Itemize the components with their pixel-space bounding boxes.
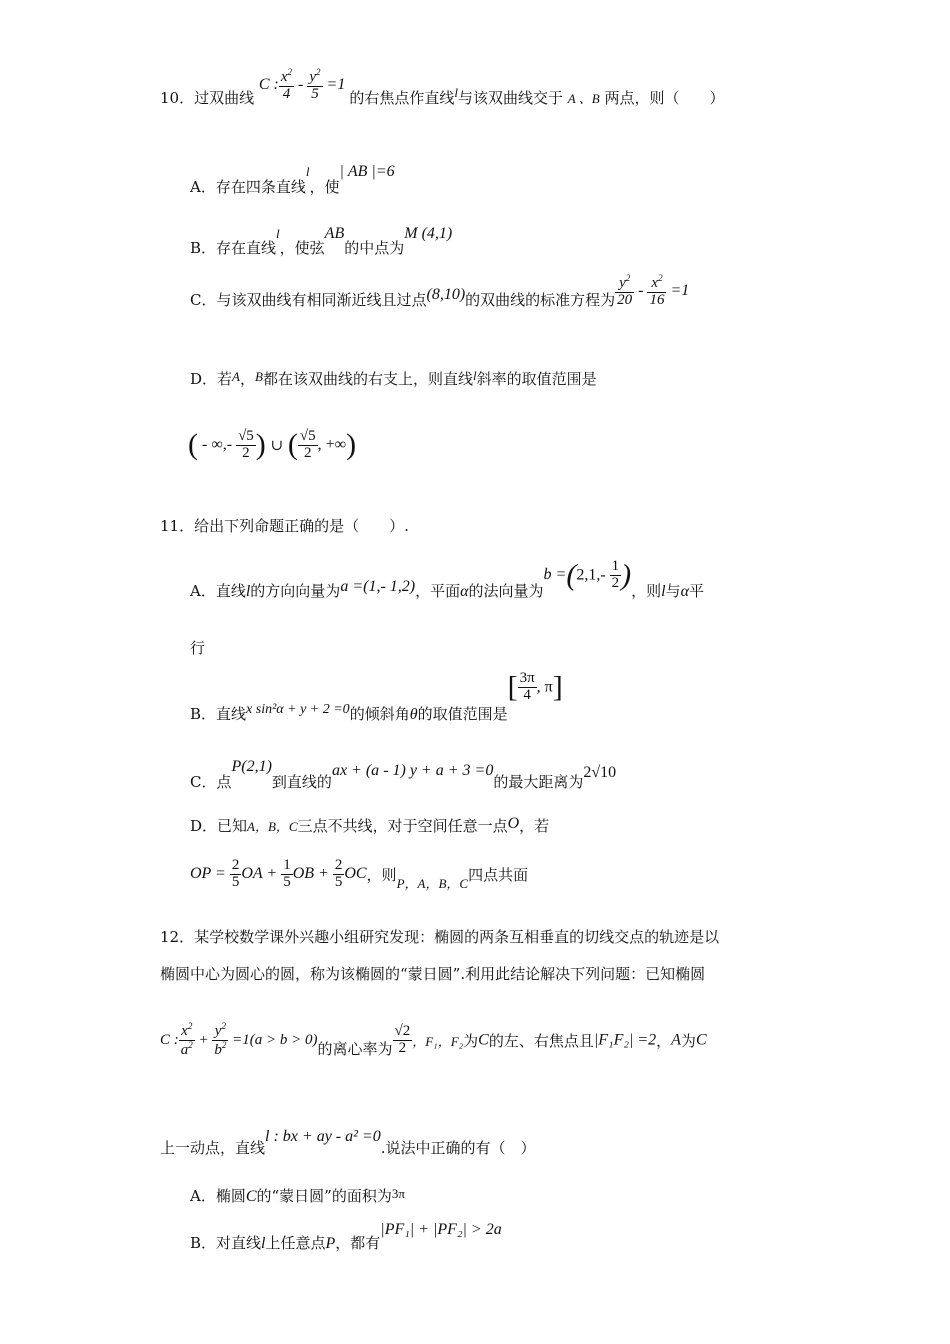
q11-a-vec: a =(1,- 1,2) bbox=[340, 577, 416, 595]
q12-a-c: C bbox=[245, 1188, 257, 1205]
q11-b-label: B．直线 bbox=[190, 704, 247, 723]
q12-a-label: A．椭圆 bbox=[190, 1187, 246, 1205]
q11-a-t1: 的方向向量为 bbox=[250, 581, 341, 600]
q11-option-b bbox=[190, 669, 563, 723]
q12-b-l: l bbox=[261, 1235, 266, 1252]
q11-option-c bbox=[190, 755, 616, 795]
q12-stem1: 12．某学校数学课外兴趣小组研究发现：椭圆的两条互相垂直的切线交点的轨迹是以 bbox=[160, 928, 720, 946]
q11-a-t4: ，则 bbox=[631, 581, 662, 600]
q12-ellipse: C : $\frac{x^2}{a^2}$ + $\frac{y^2}{b^2}$ =1(a > b > 0) bbox=[160, 1021, 318, 1058]
q12-ecc: $\frac{√2}{2}$ bbox=[394, 1023, 411, 1056]
q11-a-label: A．直线 bbox=[190, 581, 246, 600]
q12-t4: 的左、右焦点且 bbox=[488, 1031, 594, 1050]
q10-option-d: D．若A，B都在该双曲线的右支上，则直线l斜率的取值范围是 bbox=[190, 368, 597, 388]
q11-a-cont: 行 bbox=[190, 639, 206, 657]
q11-a-alpha2: α bbox=[680, 582, 690, 600]
q11-d-t3: ，则 bbox=[366, 865, 397, 884]
q12-line-l: l : bx + ay - a² =0 bbox=[265, 1128, 381, 1145]
q11-c-label: C．点 bbox=[190, 773, 232, 791]
q11-d-eq-line bbox=[190, 858, 528, 908]
q11-a-t5: 与 bbox=[665, 581, 681, 600]
q10-a-label: A．存在四条直线 bbox=[190, 178, 306, 196]
q10-option-a bbox=[190, 160, 395, 196]
q11-a-t2: ，平面 bbox=[415, 581, 461, 600]
q11-d-t1: 三点不共线，对于空间任意一点 bbox=[297, 817, 508, 835]
q11-d-o: O bbox=[507, 815, 520, 832]
q12-ellipse-line bbox=[160, 1022, 707, 1072]
q11-d-t4: P，A，B，C bbox=[396, 875, 469, 891]
q12-t2: ，F₁，F₂ bbox=[412, 1033, 464, 1049]
q10-mid: 与该双曲线交于 bbox=[457, 88, 563, 107]
q10-formula: C : $\frac{x^2}{4}$ - $\frac{y^2}{5}$ =1 bbox=[258, 67, 350, 102]
q12-t3: 为 bbox=[463, 1031, 479, 1050]
q11-c-t1: 到直线的 bbox=[271, 773, 332, 791]
q11-a-alpha: α bbox=[460, 582, 469, 600]
q11-a-vecb: b =(2,1,- $\frac{1}{2}$ ) bbox=[543, 557, 632, 591]
q10-l: l bbox=[454, 85, 458, 101]
q11-d-label: D．已知 bbox=[190, 817, 248, 835]
q11-a-t3: 的法向量为 bbox=[468, 581, 544, 600]
q12-option-a bbox=[190, 1185, 405, 1206]
q11-c-point: P(2,1) bbox=[231, 758, 272, 775]
q12-f1f2: |F₁F₂| =2 bbox=[593, 1031, 657, 1049]
q10-prefix: 10．过双曲线 bbox=[160, 88, 255, 107]
q10-c-text: 的双曲线的标准方程为 bbox=[465, 290, 616, 309]
q11-c-val: 2√10 bbox=[583, 764, 617, 781]
q10-d-label: D．若 bbox=[190, 370, 233, 388]
q12-b-label: B．对直线 bbox=[190, 1234, 262, 1252]
q12-line2-t1: 上一动点，直线 bbox=[160, 1139, 266, 1157]
q11-option-d bbox=[190, 815, 549, 836]
q10-b-mid: ，使弦 bbox=[279, 239, 325, 257]
q12-a-val: 3π bbox=[391, 1186, 405, 1201]
q10-c-label: C．与该双曲线有相同渐近线且过点 bbox=[190, 290, 427, 309]
q10-end: 两点，则（ ） bbox=[604, 88, 725, 107]
q12-c2: C bbox=[695, 1031, 707, 1049]
q11-d-t2: ，若 bbox=[519, 817, 550, 835]
q11-stem: 11．给出下列命题正确的是（ ）. bbox=[160, 517, 409, 535]
q11-a-l: l bbox=[245, 582, 251, 600]
q12-option-b bbox=[190, 1218, 502, 1252]
q10-ab: A 、B bbox=[567, 90, 600, 106]
q10-c-math: $\frac{y^2}{20}$ - $\frac{x^2}{16}$ =1 bbox=[617, 273, 690, 308]
q12-b-p: P bbox=[325, 1235, 336, 1252]
q11-b-range: [ $\frac{3\pi}{4}$ , π] bbox=[507, 669, 563, 703]
q12-b-t1: 上任意点 bbox=[265, 1234, 326, 1252]
q10-b-ab: AB bbox=[324, 225, 345, 242]
q11-b-math: x sin²α + y + 2 =0 bbox=[246, 701, 350, 717]
q10-d-text2: 斜率的取值范围是 bbox=[476, 370, 597, 388]
q12-line2 bbox=[160, 1125, 536, 1157]
q12-t6: 为 bbox=[680, 1031, 696, 1050]
q11-a-t6: 平 bbox=[689, 581, 705, 600]
q10-c-point: (8,10) bbox=[426, 286, 466, 304]
q11-d-t5: 四点共面 bbox=[468, 865, 529, 884]
q10-a-l: l bbox=[305, 164, 310, 179]
q12-stem2: 椭圆中心为圆心的圆，称为该椭圆的“蒙日圆”.利用此结论解决下列问题：已知椭圆 bbox=[160, 965, 706, 983]
q10-stem bbox=[160, 67, 725, 130]
q11-d-eq: OP = $\frac{2}{5}$ OA + $\frac{1}{5}$ OB + $\frac{2}{5}$ OC bbox=[190, 857, 367, 890]
q12-line2-t2: .说法中正确的有（ ） bbox=[380, 1139, 536, 1157]
q10-option-c bbox=[190, 273, 690, 332]
q10-d-b: B bbox=[255, 369, 263, 384]
q10-suffix: 的右焦点作直线 bbox=[349, 88, 455, 107]
q10-b-math: M (4,1) bbox=[404, 225, 453, 242]
q10-b-text2: 的中点为 bbox=[344, 239, 405, 257]
q10-d-text: 都在该双曲线的右支上，则直线 bbox=[262, 370, 473, 388]
q11-c-line: ax + (a - 1) y + a + 3 =0 bbox=[331, 762, 494, 779]
q10-d-l: l bbox=[472, 368, 477, 383]
q12-a-t: 的“蒙日圆”的面积为 bbox=[256, 1187, 392, 1205]
q12-b-t2: ，都有 bbox=[335, 1234, 381, 1252]
q10-d-range: ( - ∞,- $\frac{√5}{2}$ ) ∪ ( $\frac{√5}{2}$ , +∞) bbox=[188, 427, 357, 461]
q12-c: C bbox=[478, 1031, 489, 1049]
q12-t1: 的离心率为 bbox=[317, 1039, 393, 1058]
q10-b-label: B．存在直线 bbox=[190, 239, 277, 257]
q10-d-a: A bbox=[232, 369, 240, 384]
q10-option-b bbox=[190, 222, 453, 257]
q11-b-t2: 的取值范围是 bbox=[417, 704, 508, 723]
q11-b-theta: θ bbox=[409, 705, 418, 723]
q10-a-mid: ，使 bbox=[309, 178, 340, 196]
q11-a-l2: l bbox=[661, 582, 666, 600]
q12-a: A bbox=[671, 1031, 681, 1049]
q11-d-pts: A，B，C bbox=[247, 819, 298, 834]
q12-b-math: |PF₁| + |PF₂| > 2a bbox=[380, 1221, 502, 1238]
q11-c-t2: 的最大距离为 bbox=[493, 773, 584, 791]
q11-option-a bbox=[190, 550, 704, 610]
q11-b-t1: 的倾斜角 bbox=[349, 704, 410, 723]
q10-b-l: l bbox=[276, 226, 280, 241]
q10-a-math: | AB |=6 bbox=[339, 163, 395, 180]
q12-t5: ， bbox=[656, 1031, 672, 1050]
